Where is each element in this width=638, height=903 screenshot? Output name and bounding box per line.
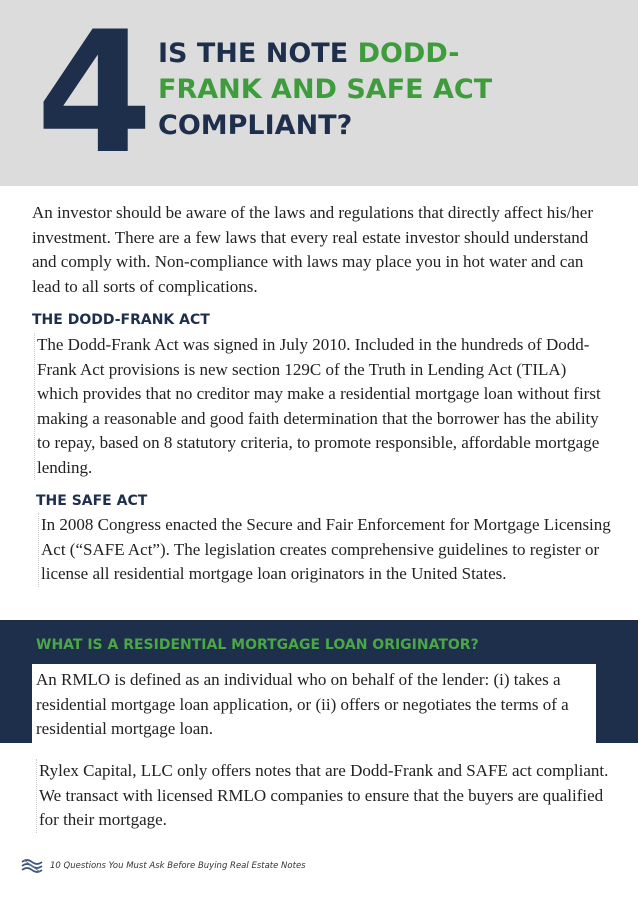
page-title [158, 36, 558, 144]
closing-paragraph: Rylex Capital, LLC only offers notes that are Dodd-Frank and SAFE act compliant. We transact with licensed RMLO companies to ensure that the buyers are qualified for their mortgage. [36, 759, 609, 833]
header-band [0, 0, 638, 191]
rmlo-heading: WHAT IS A RESIDENTIAL MORTGAGE LOAN ORIGINATOR? [36, 637, 479, 653]
footer-text: 10 Questions You Must Ask Before Buying Real Estate Notes [50, 861, 306, 871]
footer [20, 858, 306, 874]
wave-logo-icon [20, 858, 44, 874]
title-part2: COMPLIANT? [158, 110, 353, 141]
dodd-frank-paragraph: The Dodd-Frank Act was signed in July 2010. Included in the hundreds of Dodd-Frank Act provisions is new section 129C of the Truth in Lending Act (TILA) which provides that no creditor may make a residential mortgage loan without first making a reasonable and good faith determination that the borrower has the ability to repay, based on 8 statutory criteria, to promote responsible, affordable mortgage lending. [34, 333, 609, 480]
intro-paragraph: An investor should be aware of the laws and regulations that directly affect his/her investment. There are a few laws that every real estate investor should understand and comply with. Non-compliance with laws may place you in hot water and can lead to all sorts of complications. [32, 203, 593, 296]
title-part1: IS THE NOTE [158, 38, 358, 69]
dodd-frank-heading: THE DODD-FRANK ACT [32, 312, 210, 328]
safe-act-paragraph: In 2008 Congress enacted the Secure and Fair Enforcement for Mortgage Licensing Act (“SAFE Act”). The legislation creates comprehensive guidelines to register or license all residential mortgage loan originators in the United States. [38, 513, 611, 587]
rmlo-paragraph: An RMLO is defined as an individual who on behalf of the lender: (i) takes a residential mortgage loan application, or (ii) offers or negotiates the terms of a residential mortgage loan. [32, 664, 596, 746]
title-green: DODD-FRANK AND SAFE ACT [158, 38, 493, 105]
safe-act-heading: THE SAFE ACT [36, 493, 148, 509]
question-number: 4 [36, 0, 149, 191]
